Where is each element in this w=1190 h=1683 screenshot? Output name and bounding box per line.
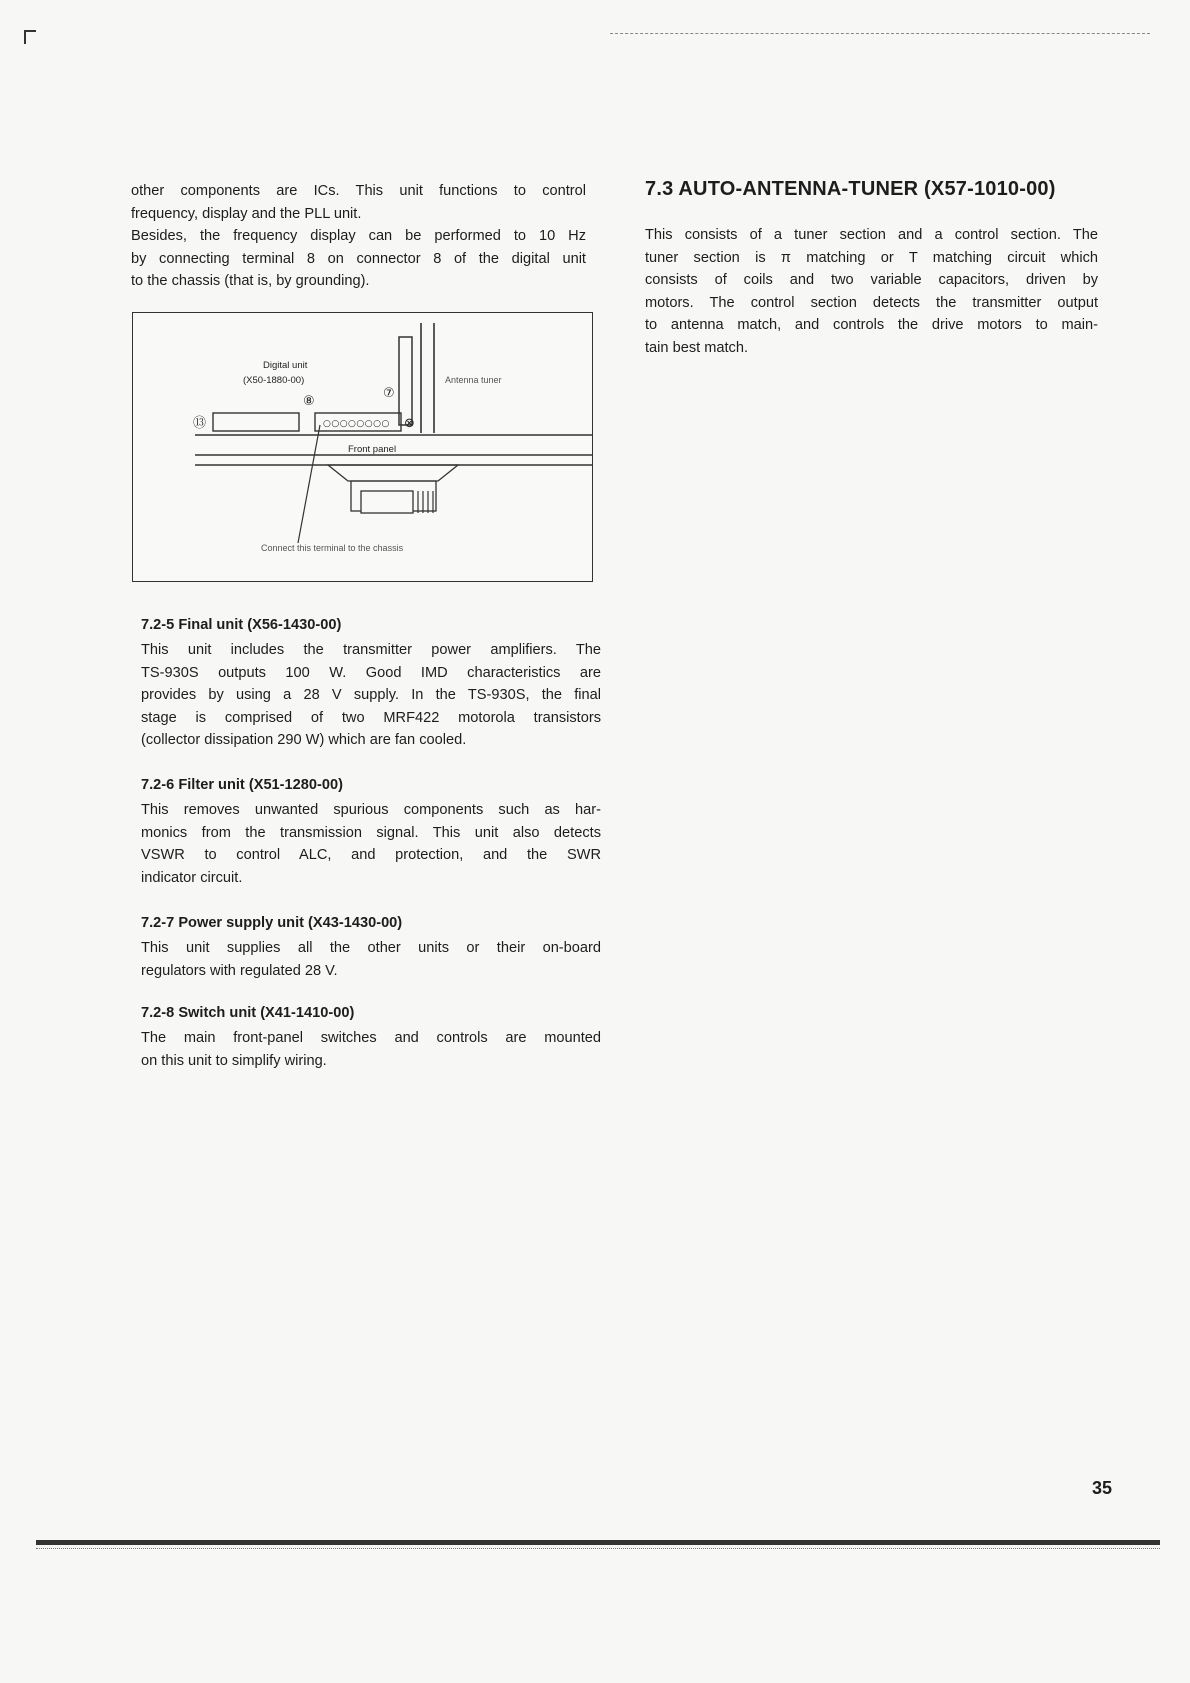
section-line: tain best match. <box>645 339 749 356</box>
section-line: motors. The control section detects the transmitter output <box>645 294 1098 311</box>
intro-paragraph <box>131 180 586 293</box>
top-rule <box>610 33 1150 34</box>
section-line: tuner section is π matching or T matching circuit which <box>645 249 1098 266</box>
mark-x: ⊗ <box>404 416 415 431</box>
knob-block <box>361 491 413 513</box>
section-title: 7.3 AUTO-ANTENNA-TUNER (X57-1010-00) <box>645 178 1056 200</box>
section-heading: 7.2-7 Power supply unit (X43-1430-00) <box>141 915 403 931</box>
front-panel-label: Front panel <box>348 444 397 455</box>
section-filter-unit <box>141 774 601 889</box>
section-heading: 7.2-8 Switch unit (X41-1410-00) <box>141 1005 355 1021</box>
crop-mark <box>24 30 36 44</box>
section-auto-antenna-tuner <box>645 178 1098 359</box>
section-line: This consists of a tuner section and a control section. The <box>645 227 1098 243</box>
section-line: to antenna match, and controls the drive motors to main- <box>645 317 1098 333</box>
intro-line: other components are ICs. This unit functions to control <box>131 183 586 199</box>
connection-diagram <box>132 312 593 582</box>
page-number: 35 <box>1092 1478 1113 1498</box>
connector-pins: ○○○○○○○○ <box>323 419 390 429</box>
section-line: The main front-panel switches and controls are mounted <box>141 1030 601 1046</box>
section-power-supply-unit <box>141 912 601 982</box>
section-line: This unit supplies all the other units or their on-board <box>141 940 601 956</box>
intro-line: by connecting terminal 8 on connector 8 of the digital unit <box>131 250 586 267</box>
section-heading: 7.2-6 Filter unit (X51-1280-00) <box>141 777 343 793</box>
bottom-rule-dotted <box>36 1548 1160 1549</box>
intro-line: to the chassis (that is, by grounding). <box>131 273 370 289</box>
section-line: provides by using a 28 V supply. In the TS-930S, the final <box>141 687 601 703</box>
digital-unit-code: (X50-1880-00) <box>243 375 305 386</box>
section-line: monics from the transmission signal. This unit also detects <box>141 824 601 841</box>
section-line: indicator circuit. <box>141 869 243 886</box>
connector-13 <box>213 413 299 431</box>
section-line: VSWR to control ALC, and protection, and the SWR <box>141 847 601 863</box>
section-line: (collector dissipation 290 W) which are fan cooled. <box>141 732 467 748</box>
antenna-tuner-label: Antenna tuner <box>445 375 502 385</box>
section-heading: 7.2-5 Final unit (X56-1430-00) <box>141 617 342 633</box>
section-line: This removes unwanted spurious components such as har- <box>141 802 601 818</box>
intro-line: frequency, display and the PLL unit. <box>131 205 362 222</box>
knob-shape <box>328 465 458 481</box>
mark-7: ⑦ <box>383 386 395 401</box>
connect-label: Connect this terminal to the chassis <box>261 543 404 553</box>
intro-line: Besides, the frequency display can be performed to 10 Hz <box>131 228 586 244</box>
diagram-svg <box>133 313 592 581</box>
section-switch-unit <box>141 1002 601 1072</box>
digital-unit-board <box>399 337 412 425</box>
digital-unit-label: Digital unit <box>263 360 308 371</box>
section-line: consists of coils and two variable capacitors, driven by <box>645 272 1098 288</box>
section-line: on this unit to simplify wiring. <box>141 1052 327 1069</box>
bottom-rule <box>36 1540 1160 1545</box>
ground-wire <box>298 425 320 543</box>
section-line: TS-930S outputs 100 W. Good IMD characteristics are <box>141 664 601 681</box>
section-line: regulators with regulated 28 V. <box>141 962 338 979</box>
section-final-unit <box>141 614 601 752</box>
section-line: This unit includes the transmitter power amplifiers. The <box>141 642 601 658</box>
mark-8: ⑧ <box>303 394 315 409</box>
mark-13: ⑬ <box>193 416 207 431</box>
section-line: stage is comprised of two MRF422 motorola transistors <box>141 709 601 726</box>
